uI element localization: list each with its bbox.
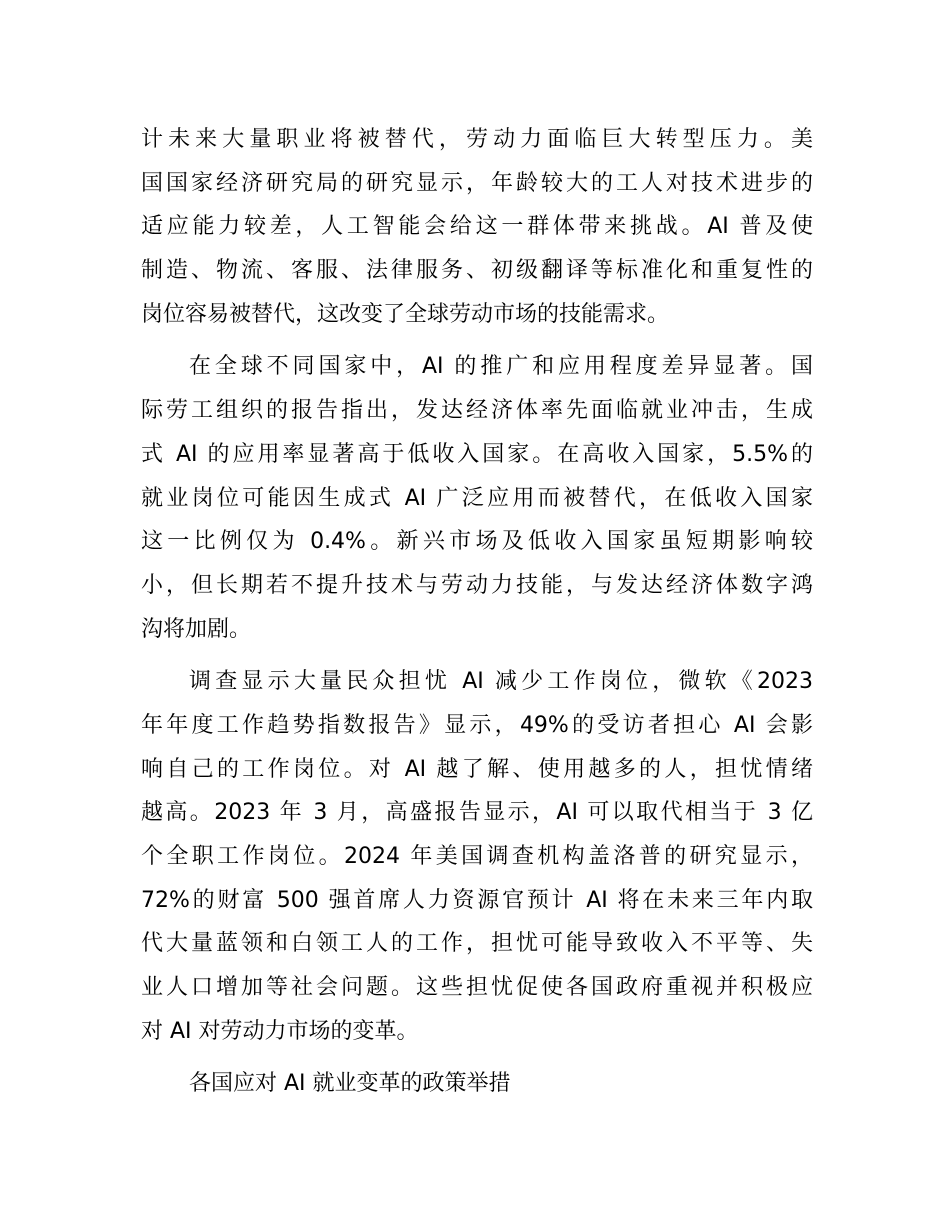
text-line: 这一比例仅为 0.4%。新兴市场及低收入国家虽短期影响较 [141, 529, 813, 555]
text-line: 对 AI 对劳动力市场的变革。 [141, 1018, 419, 1044]
text-line: 72%的财富 500 强首席人力资源官预计 AI 将在未来三年内取 [141, 887, 813, 913]
text-line: 越高。2023 年 3 月，高盛报告显示，AI 可以取代相当于 3 亿 [141, 800, 813, 826]
text-line: 调查显示大量民众担忧 AI 减少工作岗位，微软《2023 [189, 669, 813, 695]
text-line: 际劳工组织的报告指出，发达经济体率先面临就业冲击，生成 [141, 398, 813, 424]
text-line: 小，但长期若不提升技术与劳动力技能，与发达经济体数字鸿 [141, 572, 813, 598]
text-line: 式 AI 的应用率显著高于低收入国家。在高收入国家，5.5%的 [141, 441, 813, 467]
text-line: 在全球不同国家中，AI 的推广和应用程度差异显著。国 [189, 354, 813, 380]
text-line: 适应能力较差，人工智能会给这一群体带来挑战。AI 普及使 [141, 214, 813, 240]
paragraph-2 [141, 345, 813, 651]
paragraph-gap [141, 1053, 813, 1062]
paragraph-gap [141, 336, 813, 345]
text-line: 沟将加剧。 [141, 616, 252, 642]
section-heading [141, 1062, 813, 1106]
text-line: 国国家经济研究局的研究显示，年龄较大的工人对技术进步的 [141, 170, 813, 196]
heading-text: 各国应对 AI 就业变革的政策举措 [189, 1071, 511, 1097]
text-line: 年年度工作趋势指数报告》显示，49%的受访者担心 AI 会影 [141, 712, 813, 738]
paragraph-3 [141, 660, 813, 1053]
text-line: 制造、物流、客服、法律服务、初级翻译等标准化和重复性的 [141, 258, 813, 284]
text-line: 个全职工作岗位。2024 年美国调查机构盖洛普的研究显示， [141, 844, 813, 869]
text-line: 代大量蓝领和白领工人的工作，担忧可能导致收入不平等、失 [141, 931, 813, 957]
paragraph-1 [141, 118, 813, 336]
body-text [141, 118, 813, 1106]
text-line: 业人口增加等社会问题。这些担忧促使各国政府重视并积极应 [141, 975, 813, 1001]
text-line: 就业岗位可能因生成式 AI 广泛应用而被替代，在低收入国家 [141, 485, 813, 511]
text-line: 岗位容易被替代，这改变了全球劳动市场的技能需求。 [141, 301, 670, 327]
text-line: 计未来大量职业将被替代，劳动力面临巨大转型压力。美 [141, 127, 813, 152]
text-line: 响自己的工作岗位。对 AI 越了解、使用越多的人，担忧情绪 [141, 756, 813, 782]
paragraph-gap [141, 651, 813, 660]
